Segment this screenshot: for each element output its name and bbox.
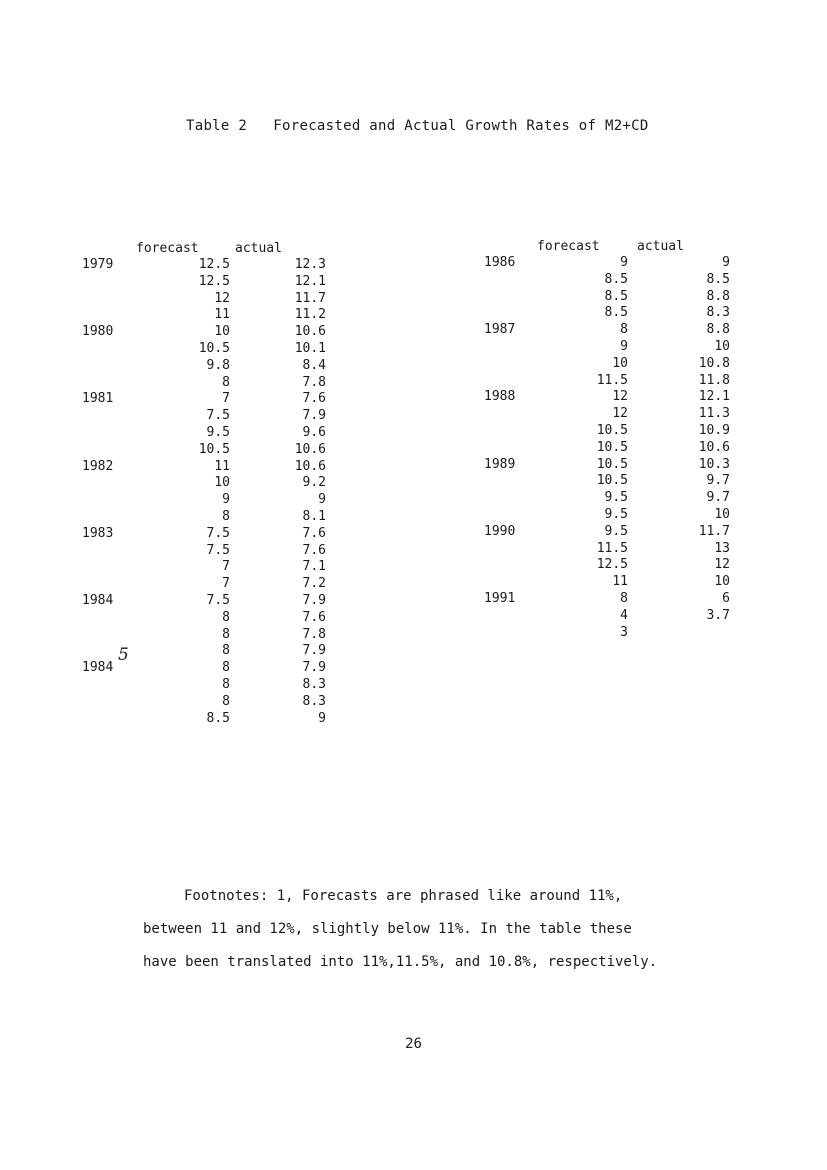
forecast-cell: 7.5 <box>206 408 230 424</box>
actual-cell: 9 <box>722 255 730 270</box>
table-row <box>482 373 742 390</box>
table-row <box>80 425 340 442</box>
forecast-cell: 3 <box>620 624 628 640</box>
table-row <box>482 389 742 406</box>
footnote <box>143 880 778 979</box>
page-number: 26 <box>405 1036 422 1052</box>
actual-cell: 3.7 <box>706 607 730 623</box>
forecast-cell: 12 <box>612 406 628 422</box>
table-row <box>80 576 340 593</box>
actual-cell: 7.9 <box>302 660 326 676</box>
table-row <box>482 339 742 356</box>
forecast-cell: 9.5 <box>206 424 230 440</box>
actual-cell: 7.8 <box>302 626 326 642</box>
table-row <box>482 272 742 289</box>
actual-cell: 10.1 <box>294 340 326 356</box>
table-row <box>482 625 742 642</box>
forecast-cell: 8.5 <box>604 288 628 304</box>
table-row <box>80 593 340 610</box>
forecast-cell: 12 <box>612 389 628 405</box>
forecast-cell: 8.5 <box>604 271 628 287</box>
year-cell: 1990 <box>484 523 516 539</box>
forecast-cell: 11.5 <box>596 540 628 556</box>
actual-cell: 7.9 <box>302 408 326 424</box>
actual-cell: 8.3 <box>706 305 730 321</box>
actual-cell: 8.4 <box>302 357 326 373</box>
actual-cell: 7.2 <box>302 576 326 592</box>
actual-cell: 12.3 <box>294 257 326 272</box>
year-cell: 1987 <box>484 322 516 338</box>
table-row <box>482 322 742 339</box>
table-row <box>482 490 742 507</box>
actual-cell: 7.6 <box>302 525 326 541</box>
actual-cell: 9.2 <box>302 475 326 491</box>
year-cell: 1979 <box>82 257 114 272</box>
table-row <box>482 591 742 608</box>
forecast-cell: 7.5 <box>206 542 230 558</box>
forecast-cell: 12 <box>214 290 230 306</box>
actual-cell: 10.6 <box>294 458 326 474</box>
actual-cell: 10.6 <box>294 324 326 340</box>
actual-cell: 9.7 <box>706 473 730 489</box>
forecast-cell: 8 <box>620 322 628 338</box>
table-row <box>482 440 742 457</box>
table-row <box>482 356 742 373</box>
table-row <box>80 257 340 274</box>
forecast-cell: 11 <box>214 458 230 474</box>
forecast-cell: 7 <box>222 559 230 575</box>
table-row <box>80 610 340 627</box>
forecast-cell: 10.5 <box>198 340 230 356</box>
forecast-cell: 10.5 <box>596 422 628 438</box>
table-row <box>80 559 340 576</box>
footnote-line: between 11 and 12%, slightly below 11%. In the table these <box>143 921 632 937</box>
table-rows <box>482 255 742 641</box>
forecast-cell: 12.5 <box>198 273 230 289</box>
table-row <box>80 475 340 492</box>
actual-cell: 10.3 <box>698 456 730 472</box>
forecast-cell: 8 <box>222 693 230 709</box>
year-cell: 1988 <box>484 389 516 405</box>
forecast-cell: 9.5 <box>604 490 628 506</box>
forecast-cell: 9.5 <box>604 523 628 539</box>
footnote-line: have been translated into 11%,11.5%, and 10.8%, respectively. <box>143 954 658 970</box>
actual-cell: 8.8 <box>706 322 730 338</box>
actual-cell: 10.8 <box>698 355 730 371</box>
year-cell: 1986 <box>484 255 516 270</box>
forecast-cell: 8 <box>222 374 230 390</box>
year-cell: 1984 <box>82 592 114 608</box>
handwritten-annotation: 5 <box>118 645 129 665</box>
forecast-cell: 9.5 <box>604 506 628 522</box>
year-cell: 1981 <box>82 391 114 407</box>
table-row <box>80 307 340 324</box>
actual-cell: 8.3 <box>302 693 326 709</box>
table-row <box>482 289 742 306</box>
actual-cell: 9.7 <box>706 490 730 506</box>
forecast-cell: 8 <box>620 590 628 606</box>
actual-cell: 7.1 <box>302 559 326 575</box>
actual-cell: 9 <box>318 492 326 508</box>
table-row <box>80 694 340 711</box>
actual-cell: 7.8 <box>302 374 326 390</box>
forecast-cell: 4 <box>620 607 628 623</box>
forecast-cell: 12.5 <box>198 257 230 272</box>
forecast-cell: 7 <box>222 576 230 592</box>
forecast-cell: 7 <box>222 391 230 407</box>
actual-cell: 7.9 <box>302 592 326 608</box>
table-row <box>80 274 340 291</box>
table-row <box>482 557 742 574</box>
table-row <box>482 406 742 423</box>
table-row <box>80 677 340 694</box>
table-row <box>482 457 742 474</box>
table-row <box>482 473 742 490</box>
actual-cell: 9 <box>318 710 326 726</box>
actual-cell: 8.8 <box>706 288 730 304</box>
forecast-cell: 8 <box>222 508 230 524</box>
table-row <box>482 507 742 524</box>
table-row <box>80 442 340 459</box>
actual-cell: 10 <box>714 574 730 590</box>
year-cell: 1991 <box>484 590 516 606</box>
header-forecast: forecast <box>136 241 199 256</box>
forecast-cell: 8 <box>222 660 230 676</box>
forecast-cell: 9 <box>620 338 628 354</box>
table-row <box>80 509 340 526</box>
table-row <box>80 408 340 425</box>
actual-cell: 7.6 <box>302 542 326 558</box>
table-row <box>80 391 340 408</box>
year-cell: 1980 <box>82 324 114 340</box>
actual-cell: 7.9 <box>302 643 326 659</box>
actual-cell: 8.1 <box>302 508 326 524</box>
actual-cell: 11.3 <box>698 406 730 422</box>
table-row <box>482 423 742 440</box>
table-row <box>80 324 340 341</box>
forecast-cell: 7.5 <box>206 525 230 541</box>
actual-cell: 7.6 <box>302 391 326 407</box>
forecast-cell: 8 <box>222 609 230 625</box>
table-row <box>80 459 340 476</box>
actual-cell: 12 <box>714 557 730 573</box>
actual-cell: 12.1 <box>294 273 326 289</box>
actual-cell: 10 <box>714 338 730 354</box>
table-row <box>482 541 742 558</box>
forecast-cell: 8 <box>222 643 230 659</box>
year-cell: 1989 <box>484 456 516 472</box>
forecast-cell: 11 <box>612 574 628 590</box>
year-cell: 1982 <box>82 458 114 474</box>
forecast-cell: 10 <box>214 475 230 491</box>
year-cell: 1983 <box>82 525 114 541</box>
actual-cell: 11.2 <box>294 307 326 323</box>
table-row <box>80 291 340 308</box>
table-row <box>80 711 340 728</box>
actual-cell: 12.1 <box>698 389 730 405</box>
actual-cell: 8.5 <box>706 271 730 287</box>
table-row <box>482 255 742 272</box>
actual-cell: 11.8 <box>698 372 730 388</box>
actual-cell: 9.6 <box>302 424 326 440</box>
table-row <box>482 574 742 591</box>
table-row <box>80 375 340 392</box>
table-row <box>80 526 340 543</box>
header-actual: actual <box>637 239 684 254</box>
actual-cell: 10.9 <box>698 422 730 438</box>
table-row <box>80 358 340 375</box>
forecast-cell: 9 <box>222 492 230 508</box>
forecast-cell: 8.5 <box>206 710 230 726</box>
table-row <box>482 305 742 322</box>
header-actual: actual <box>235 241 282 256</box>
header-forecast: forecast <box>537 239 600 254</box>
actual-cell: 7.6 <box>302 609 326 625</box>
forecast-cell: 10 <box>214 324 230 340</box>
forecast-cell: 8 <box>222 626 230 642</box>
forecast-cell: 10 <box>612 355 628 371</box>
table-row <box>80 543 340 560</box>
table-row <box>80 492 340 509</box>
table-row <box>482 608 742 625</box>
forecast-cell: 7.5 <box>206 592 230 608</box>
forecast-cell: 10.5 <box>198 441 230 457</box>
forecast-cell: 9.8 <box>206 357 230 373</box>
forecast-cell: 11.5 <box>596 372 628 388</box>
forecast-cell: 10.5 <box>596 439 628 455</box>
actual-cell: 6 <box>722 590 730 606</box>
actual-cell: 11.7 <box>698 523 730 539</box>
forecast-cell: 10.5 <box>596 473 628 489</box>
actual-cell: 10 <box>714 506 730 522</box>
actual-cell: 8.3 <box>302 676 326 692</box>
forecast-cell: 12.5 <box>596 557 628 573</box>
table-row <box>482 524 742 541</box>
actual-cell: 10.6 <box>294 441 326 457</box>
forecast-cell: 8 <box>222 676 230 692</box>
forecast-cell: 11 <box>214 307 230 323</box>
actual-cell: 13 <box>714 540 730 556</box>
actual-cell: 11.7 <box>294 290 326 306</box>
table-title: Table 2 Forecasted and Actual Growth Rates of M2+CD <box>186 118 649 134</box>
table-row <box>80 341 340 358</box>
footnote-line: Footnotes: 1, Forecasts are phrased like around 11%, <box>184 888 623 904</box>
year-cell: 1984 <box>82 660 114 676</box>
forecast-cell: 9 <box>620 255 628 270</box>
forecast-cell: 10.5 <box>596 456 628 472</box>
forecast-cell: 8.5 <box>604 305 628 321</box>
actual-cell: 10.6 <box>698 439 730 455</box>
table-row <box>80 627 340 644</box>
